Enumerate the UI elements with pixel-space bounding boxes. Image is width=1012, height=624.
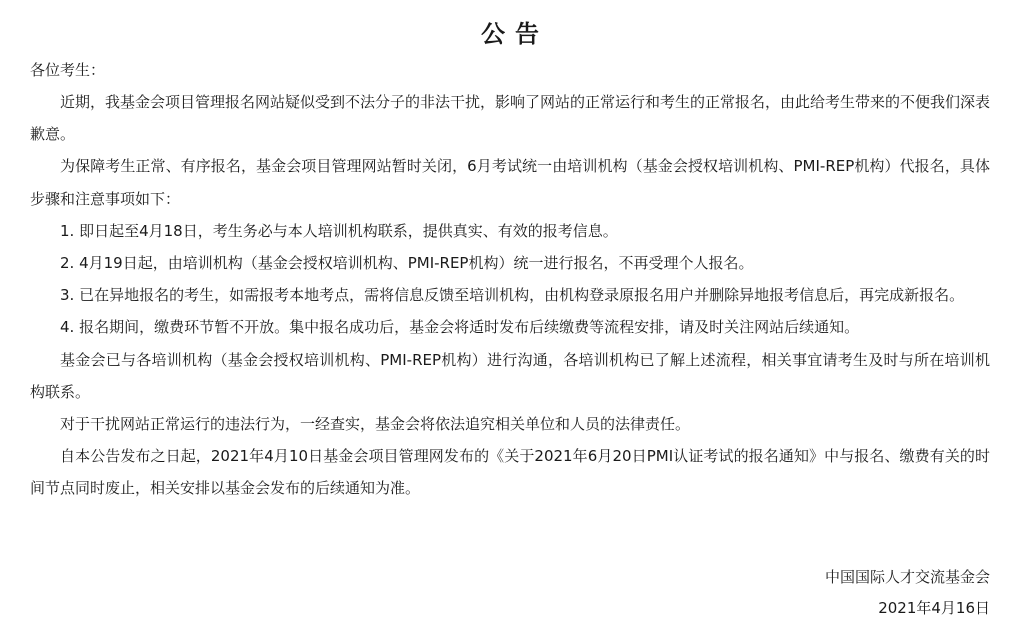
step-2: 2. 4月19日起，由培训机构（基金会授权培训机构、PMI-REP机构）统一进行报名，不再受理个人报名。 [60, 254, 754, 273]
paragraph-repeal: 自本公告发布之日起，2021年4月10日基金会项目管理网发布的《关于2021年6月20日PMI认证考试的报名通知》中与报名、缴费有关的时间节点同时废止，相关安排以基金会发布的后续通知为准。 [30, 447, 990, 498]
issuing-organization: 中国国际人才交流基金会 [824, 568, 990, 586]
paragraph-communication: 基金会已与各培训机构（基金会授权培训机构、PMI-REP机构）进行沟通，各培训机构已了解上述流程，相关事宜请考生及时与所在培训机构联系。 [30, 350, 990, 401]
step-4: 4. 报名期间，缴费环节暂不开放。集中报名成功后，基金会将适时发布后续缴费等流程安排，请及时关注网站后续通知。 [60, 318, 860, 337]
paragraph-legal: 对于干扰网站正常运行的违法行为，一经查实，基金会将依法追究相关单位和人员的法律责任。 [60, 415, 691, 434]
issue-date: 2021年4月16日 [878, 599, 990, 617]
step-1: 1. 即日起至4月18日，考生务必与本人培训机构联系，提供真实、有效的报考信息。 [60, 221, 618, 240]
paragraph-apology: 近期，我基金会项目管理报名网站疑似受到不法分子的非法干扰，影响了网站的正常运行和考生的正常报名，由此给考生带来的不便我们深表歉意。 [30, 93, 991, 144]
paragraph-site-closure: 为保障考生正常、有序报名，基金会项目管理网站暂时关闭，6月考试统一由培训机构（基金会授权培训机构、PMI-REP机构）代报名，具体步骤和注意事项如下： [30, 157, 990, 208]
step-3: 3. 已在异地报名的考生，如需报考本地考点，需将信息反馈至培训机构，由机构登录原报名用户并删除异地报考信息后，再完成新报名。 [60, 286, 965, 305]
notice-title: 公告 [481, 20, 549, 48]
salutation: 各位考生： [30, 61, 106, 79]
notice-body [30, 86, 990, 505]
